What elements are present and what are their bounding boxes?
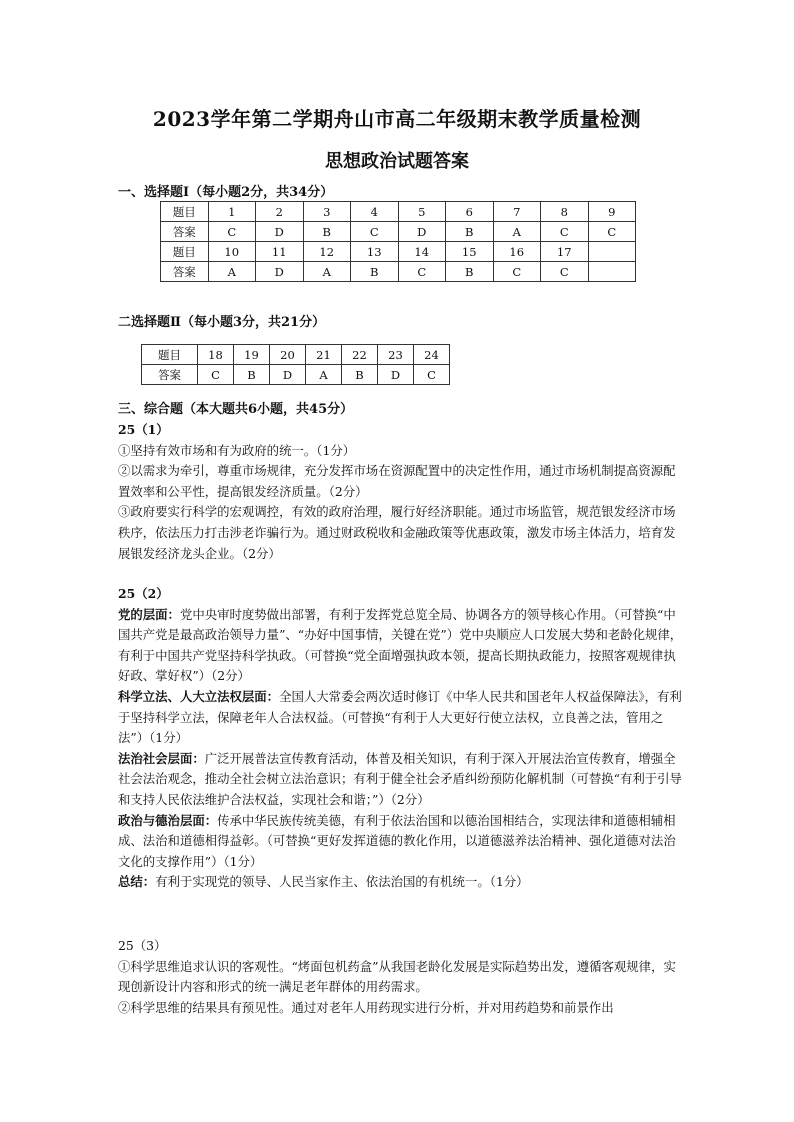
table-cell: C [541,222,589,242]
question-label: 25（2） [118,586,169,601]
table-cell: 19 [234,345,270,365]
table-cell: 题目 [142,345,198,365]
section2-heading: 二选择题Ⅱ（每小题3分，共21分） [118,315,326,330]
table-cell: A [493,222,541,242]
table-cell: 20 [270,345,306,365]
page-subtitle: 思想政治试题答案 [325,151,469,172]
table-cell: 2 [256,202,304,222]
table-cell: 答案 [161,222,209,242]
table-cell: B [303,222,351,242]
paragraph-heading: 法治社会层面： [118,750,205,766]
table-cell: A [303,262,351,282]
paragraph-text: 党中央审时度势做出部署，有利于发挥党总览全局、协调各方的领导核心作用。（可替换“中国共产党是最高政治领导力量”、“办好中国事情，关键在党”）党中央顺应人口发展大势和老龄化规律，有利于中国共产党坚持科学执政。（可替换“党全面增强执政本领，提高长期执政能力，按照客观规律执好政、掌好权”）（2分） [118,606,683,684]
table-cell: C [541,262,589,282]
table-cell [588,262,636,282]
table-cell: B [446,262,494,282]
table-cell: B [351,262,399,282]
table-cell: 14 [398,242,446,262]
table-row [142,345,450,365]
answer-paragraph: ①坚持有效市场和有为政府的统一。（1分） [118,442,356,458]
table-cell: D [256,222,304,242]
table-row [142,365,450,385]
table-cell: C [208,222,256,242]
question-label: 25（1） [118,422,169,437]
table-cell: 13 [351,242,399,262]
paragraph-heading: 总结： [118,874,156,890]
table-cell: 18 [198,345,234,365]
table-cell: 答案 [142,365,198,385]
section1-answer-table [160,201,636,282]
answer-paragraph: ①科学思维追求认识的客观性。“烤面包机药盒”从我国老龄化发展是实际趋势出发，遵循客观规律，实现创新设计内容和形式的统一满足老年群体的用药需求。 [118,958,676,995]
table-cell: 8 [541,202,589,222]
table-cell: 11 [256,242,304,262]
paragraph-text: 广泛开展普法宣传教育活动，体普及相关知识，有利于深入开展法治宣传教育，增强全社会法治观念，推动全社会树立法治意识；有利于健全社会矛盾纠纷预防化解机制（可替换“有利于引导和支持人民依法维护合法权益，实现社会和谐；”）（2分） [118,750,682,807]
answer-paragraph: ③政府要实行科学的宏观调控，有效的政府治理，履行好经济职能。通过市场监管，规范银发经济市场秩序，依法压力打击涉老诈骗行为。通过财政税收和金融政策等优惠政策，激发市场主体活力，培育发展银发经济龙头企业。（2分） [118,504,676,561]
answer-25-3 [118,936,686,1018]
table-cell: D [256,262,304,282]
page-title: 2023学年第二学期舟山市高二年级期末教学质量检测 [152,107,642,131]
answer-paragraph [118,872,686,893]
table-cell: 答案 [161,262,209,282]
table-cell: 23 [378,345,414,365]
paragraph-heading: 政治与德治层面： [118,812,218,828]
paragraph-text: 有利于实现党的领导、人民当家作主、依法治国的有机统一。（1分） [155,874,529,890]
answer-25-1 [118,420,686,564]
table-row [161,202,636,222]
table-cell: A [208,262,256,282]
table-cell: B [342,365,378,385]
table-cell: B [446,222,494,242]
table-cell: B [234,365,270,385]
table-cell: 10 [208,242,256,262]
answer-paragraph [118,749,686,811]
table-cell: D [398,222,446,242]
paragraph-heading: 科学立法、人大立法权层面： [118,688,280,704]
table-row [161,222,636,242]
table-cell: 4 [351,202,399,222]
table-cell: C [414,365,450,385]
table-cell: C [398,262,446,282]
table-cell: 5 [398,202,446,222]
table-cell: A [306,365,342,385]
table-cell [588,242,636,262]
table-cell: 3 [303,202,351,222]
table-cell: 7 [493,202,541,222]
table-cell: 16 [493,242,541,262]
table-cell: 9 [588,202,636,222]
section2-answer-table [141,344,450,385]
table-cell: 22 [342,345,378,365]
answer-paragraph: ②以需求为牵引，尊重市场规律，充分发挥市场在资源配置中的决定性作用，通过市场机制提高资源配置效率和公平性，提高银发经济质量。（2分） [118,463,676,499]
answer-paragraph: ②科学思维的结果具有预见性。通过对老年人用药现实进行分析，并对用药趋势和前景作出 [118,999,614,1015]
table-cell: 题目 [161,202,209,222]
table-cell: 17 [541,242,589,262]
table-cell: C [198,365,234,385]
table-cell: 1 [208,202,256,222]
paragraph-text: 传承中华民族传统美德，有利于依法治国和以德治国相结合，实现法律和道德相辅相成、法治和道德相得益彰。（可替换“更好发挥道德的教化作用，以道德滋养法治精神、强化道德对法治文化的支撑作用”）（1分） [118,812,676,869]
paragraph-text: 全国人大常委会两次适时修订《中华人民共和国老年人权益保障法》，有利于坚持科学立法，保障老年人合法权益。（可替换“有利于人大更好行使立法权，立良善之法，管用之法”）（1分） [118,688,682,746]
table-cell: C [493,262,541,282]
paragraph-heading: 党的层面： [118,606,180,622]
section1-heading: 一、选择题Ⅰ（每小题2分，共34分） [118,185,334,200]
answer-paragraph [118,687,686,749]
section3-heading: 三、综合题（本大题共6小题，共45分） [118,402,354,417]
table-cell: 题目 [161,242,209,262]
answer-25-2 [118,584,686,893]
table-cell: 15 [446,242,494,262]
table-cell: 12 [303,242,351,262]
question-label: 25（3） [118,938,167,953]
table-cell: C [351,222,399,242]
table-cell: 6 [446,202,494,222]
table-cell: D [270,365,306,385]
table-row [161,262,636,282]
table-cell: 21 [306,345,342,365]
answer-paragraph [118,811,686,873]
table-cell: C [588,222,636,242]
table-cell: D [378,365,414,385]
table-row [161,242,636,262]
answer-paragraph [118,605,686,687]
table-cell: 24 [414,345,450,365]
